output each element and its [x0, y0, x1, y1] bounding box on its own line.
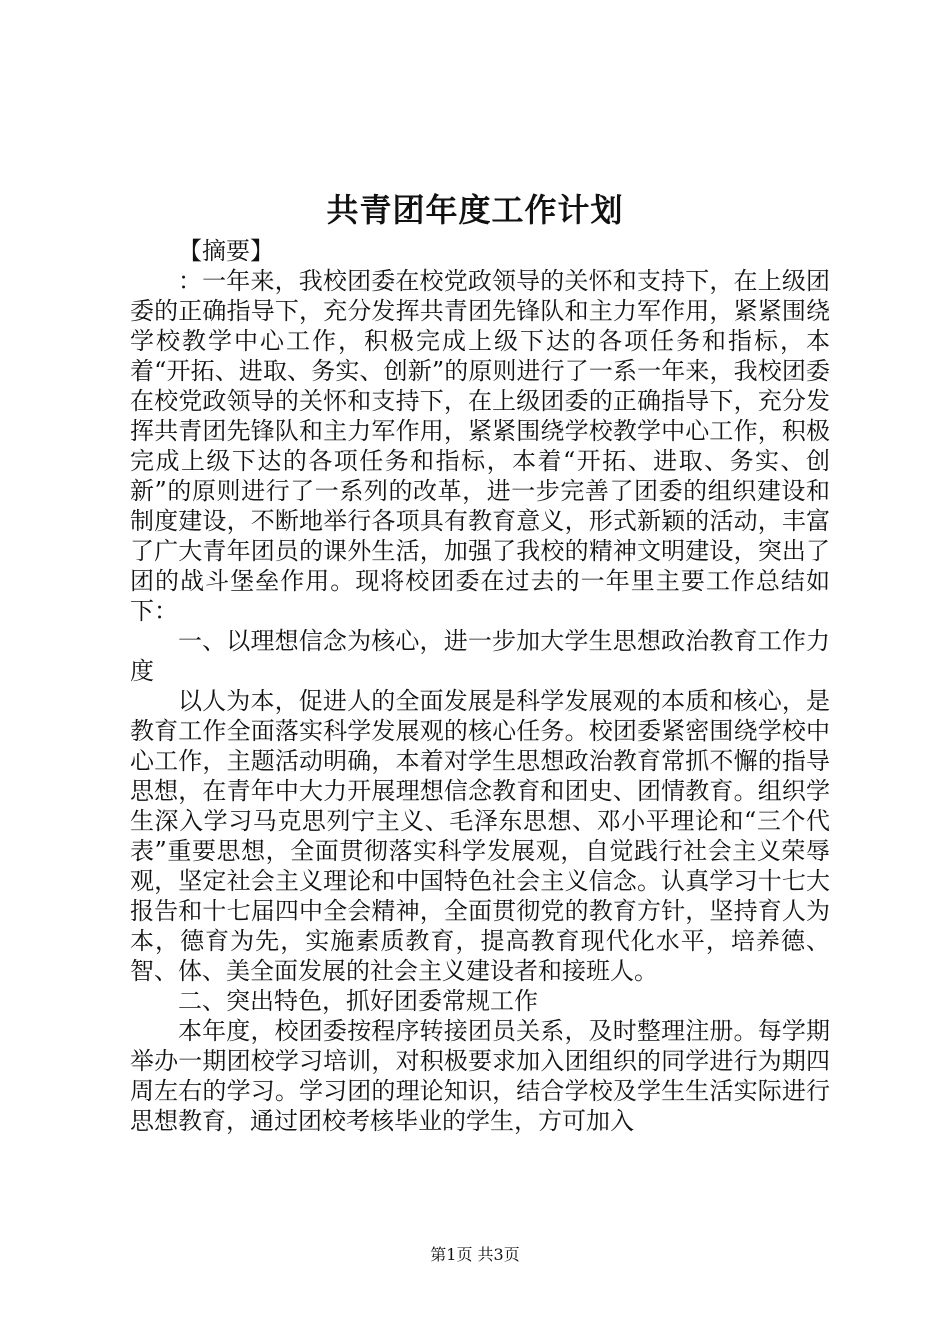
document-body — [130, 236, 830, 1136]
section-heading-1: 一、以理想信念为核心，进一步加大学生思想政治教育工作力度 — [130, 627, 830, 685]
section-paragraph-2: 本年度，校团委按程序转接团员关系，及时整理注册。每学期举办一期团校学习培训，对积极要求加入团组织的同学进行为期四周左右的学习。学习团的理论知识，结合学校及学生生活实际进行思想教育，通过团校考核毕业的学生，方可加入 — [130, 1017, 830, 1135]
document-title: 共青团年度工作计划 — [326, 191, 624, 229]
abstract-heading: 【摘要】 — [178, 237, 274, 265]
section-paragraph-1: 以人为本，促进人的全面发展是科学发展观的本质和核心，是教育工作全面落实科学发展观的核心任务。校团委紧密围绕学校中心工作，主题活动明确，本着对学生思想政治教育常抓不懈的指导思想，在青年中大力开展理想信念教育和团史、团情教育。组织学生深入学习马克思列宁主义、毛泽东思想、邓小平理论和“三个代表”重要思想，全面贯彻落实科学发展观，自觉践行社会主义荣辱观，坚定社会主义理论和中国特色社会主义信念。认真学习十七大报告和十七届四中全会精神，全面贯彻党的教育方针，坚持育人为本，德育为先，实施素质教育，提高教育现代化水平，培养德、智、体、美全面发展的社会主义建设者和接班人。 — [130, 687, 830, 985]
section-heading-2: 二、突出特色，抓好团委常规工作 — [178, 987, 538, 1015]
page-footer: 第1页 共3页 — [430, 1245, 520, 1264]
abstract-paragraph: ：一年来，我校团委在校党政领导的关怀和支持下，在上级团委的正确指导下，充分发挥共青团先锋队和主力军作用，紧紧围绕学校教学中心工作，积极完成上级下达的各项任务和指标，本着“开拓、进取、务实、创新”的原则进行了一系一年来，我校团委在校党政领导的关怀和支持下，在上级团委的正确指导下，充分发挥共青团先锋队和主力军作用，紧紧围绕学校教学中心工作，积极完成上级下达的各项任务和指标，本着“开拓、进取、务实、创新”的原则进行了一系列的改革，进一步完善了团委的组织建设和制度建设，不断地举行各项具有教育意义，形式新颖的活动，丰富了广大青年团员的课外生活，加强了我校的精神文明建设，突出了团的战斗堡垒作用。现将校团委在过去的一年里主要工作总结如下： — [130, 267, 830, 625]
